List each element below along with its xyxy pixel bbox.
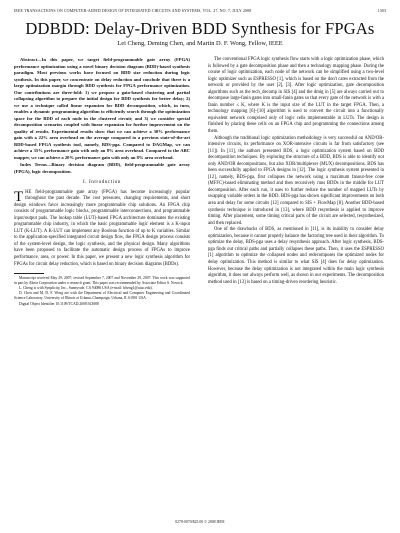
footnote-doi: Digital Object Identifier 10.1109/TCAD.2008.923088 [19, 301, 99, 306]
footnote-author-2: D. Chen and M. D. F. Wong are with the Department of Electrical and Computer Engineering and Coordinated Science Laboratory, University of Illinois at Urbana–Champaign, Urbana, IL 61801 USA. [14, 291, 190, 301]
page-number: 1303 [377, 8, 386, 13]
intro-paragraph [14, 190, 190, 269]
journal-name: IEEE TRANSACTIONS ON COMPUTER-AIDED DESIGN OF INTEGRATED CIRCUITS AND SYSTEMS, VOL. 27, NO. 7, JULY 2008 [14, 8, 252, 13]
paper-title: DDBDD: Delay-Driven BDD Synthesis for FPGAs [25, 19, 375, 38]
footnotes [14, 276, 190, 307]
footnote-author-1: L. Cheng is with Synplicity, Inc., Sunnyvale, CA 94086 USA (e-mail: lcheng1@uiuc.edu). [19, 286, 153, 291]
copyright-footer: 0278-0070/$25.00 © 2008 IEEE [175, 520, 225, 524]
running-head [14, 8, 386, 13]
footnote-rule [14, 273, 44, 274]
section-heading: I. Introduction [83, 180, 121, 185]
intro-text: HE field-programmable gate array (FPGA) has become increasingly popular throughout the past decade. The cost pressures, changing requirements, and short design windows favor increasingly more programmable chip solutions. An FPGA chip consists of programmable logic blocks, programmable interconnections, and programmable input/output pads. The lookup table (LUT)-based FPGA architecture dominates the existing programmable chip industry, in which the basic programmable logic element is a K-input LUT (K-LUT). A K-LUT can implement any Boolean function of up to K variables. Similar to the application-specified integrated circuit design flow, the FPGA design process consists of the system-level design, the logic synthesis, and the physical design. Many algorithms have been proposed to facilitate the automatic design process of FPGAs to improve performance, area, or power. In this paper, we present a new logic synthesis algorithm for FPGAs for circuit delay reduction, which is based on binary decision diagrams (BDDs). [14, 189, 190, 267]
body-paragraph: One of the drawbacks of BDS, as mentioned in [11], is its inability to consider delay optimization, because it cannot properly balance the factoring tree used in their algorithm. To optimize the delay, BDS-pga uses a delay resynthesis approach. After logic synthesis, BDS-pga finds out critical paths and partially collapses these paths. Then, it uses the ESPRESSO [1] algorithm to optimize the collapsed nodes and redecomposes the optimized nodes for delay optimization. This method is similar to what SIS [4] does for delay optimization. However, because the delay optimization is not integrated within the main logic synthesis algorithm, it does not always perform well, as shown in our experiments. The decomposition method used in [13] is based on a timing-driven reordering heuristic. [208, 227, 384, 285]
right-column [208, 57, 384, 286]
drop-cap: T [14, 188, 24, 205]
left-column [14, 57, 190, 307]
body-paragraph: The conventional FPGA logic synthesis flow starts with a logic optimization phase, which is followed by a gate decomposition phase and then a technology mapping phase. During the course of logic optimization, each node of the network can be simplified using a two-level logic optimizer such as ESPRESSO [1], which is based on the don't cares extracted from the network or provided by the user [2], [3]. After logic optimization, gate decomposition algorithms such as the tech_decomp in SIS [4] and the dmig in [5] are always carried out to decompose large-fanin gates into small-fanin gates so that every gate of the network is with a fanin number ≤ K, where K is the input size of the LUT in the target FPGA. Then, a technology mapping [6]–[10] algorithm is used to convert the circuit into a functionally equivalent network comprised only of logic cells implementable in LUTs. The design is finished by placing these cells on an FPGA chip and programming the connections among them. [208, 57, 384, 135]
body-paragraph: Although the traditional logic optimization methodology is very successful on AND/OR-intensive circuits, its performance on XOR-intensive circuits is far from satisfactory (see [11]). In [11], the authors presented BDS, a logic optimization system based on BDD decomposition techniques. By exploring the structure of a BDD, BDS is able to identify not only AND/OR decompositions, but also XOR/multiplexer (MUX) decompositions. BDS has been successfully applied to FPGA designs in [12]. The logic synthesis system presented in [12], namely, BDS-pga, first collapses the network using a maximum fanout-free cone (MFFC)-based eliminating method and then recursively runs BDDs in the middle for LUT decomposition. After each run, it uses to further reduce the number of mapped LUTs by swapping variable orders in the BDD. BDS-pga has shown significant improvements on both area and delay for some circuits [12] compared to SIS + FlowMap [8]. Another BDD-based synthesis technique is introduced in [13], where BDD resynthesis is applied to improve timing. After placement, some timing critical parts of the circuit are selected, resynthesized, and then replaced. [208, 135, 384, 226]
paper-authors: Lei Cheng, Deming Chen, and Martin D. F. Wong, Fellow, IEEE [117, 40, 283, 47]
abstract: Abstract—In this paper, we target field-programmable gate array (FPGA) performance optimization using a novel binary decision diagram (BDD)-based synthesis paradigm. Most previous works have focused on BDD size reduction during logic synthesis. In this paper, we concentrate on delay reduction and conclude that there is a large optimization margin through BDD synthesis for FPGA performance optimization. Our contributions are three-fold: 1) we propose a gain-based clustering and partial collapsing algorithm to prepare the initial design for BDD synthesis for better delay; 2) we use a technique called linear expansion for BDD decomposition, which, in turn, enables a dynamic programming algorithm to efficiently search through the optimization space for the BDD of each node in the clustered circuit; and 3) we consider special decomposition scenarios coupled with linear expansion for further improvement on the quality of results. Experimental results show that we can achieve a 30% performance gain with a 22% area overhead on the average compared to a previous state-of-the-art BDD-based FPGA synthesis tool, namely, BDS-pga. Compared to DAGMap, we can achieve a 35% performance gain with only an 8% area overhead. Compared to the ABC mapper, we can achieve a 20% performance gain with only an 8% area overhead. [14, 57, 190, 160]
footnote-manuscript: Manuscript received May 29, 2007; revised September 7, 2007 and November 29, 2007. This work was supported in part by Altera Corporation under a research grant. This paper was recommended by Associate Editor S. Nowick. [14, 276, 190, 286]
index-terms: Index Terms—Binary decision diagram (BDD), field-programmable gate array (FPGA), logic decomposition. [14, 162, 190, 174]
